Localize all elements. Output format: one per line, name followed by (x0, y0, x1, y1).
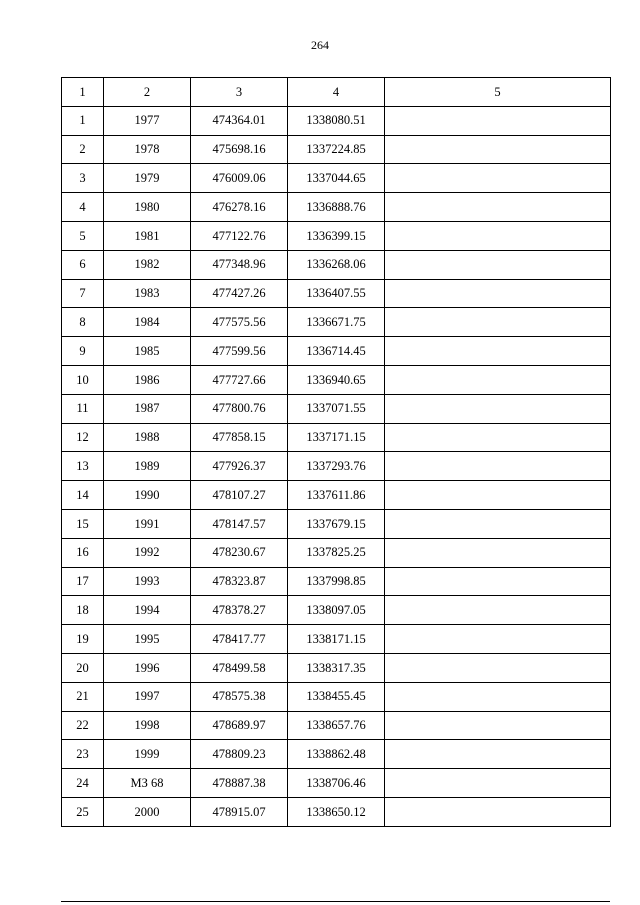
x-coordinate-cell: 478378.27 (191, 596, 288, 625)
column-header-5: 5 (385, 78, 611, 107)
x-coordinate-cell: 477800.76 (191, 394, 288, 423)
y-coordinate-cell: 1338317.35 (288, 653, 385, 682)
row-number-cell: 19 (62, 625, 104, 654)
point-id-cell: 1984 (104, 308, 191, 337)
y-coordinate-cell: 1336888.76 (288, 193, 385, 222)
table-row (62, 337, 611, 366)
notes-cell (385, 106, 611, 135)
x-coordinate-cell: 478887.38 (191, 769, 288, 798)
y-coordinate-cell: 1336268.06 (288, 250, 385, 279)
row-number-cell: 1 (62, 106, 104, 135)
page-number: 264 (311, 38, 329, 52)
x-coordinate-cell: 478809.23 (191, 740, 288, 769)
notes-cell (385, 653, 611, 682)
table-row (62, 423, 611, 452)
row-number-cell: 15 (62, 509, 104, 538)
notes-cell (385, 308, 611, 337)
x-coordinate-cell: 478915.07 (191, 797, 288, 826)
y-coordinate-cell: 1338455.45 (288, 682, 385, 711)
point-id-cell: 1994 (104, 596, 191, 625)
point-id-cell: 1988 (104, 423, 191, 452)
point-id-cell: 1987 (104, 394, 191, 423)
notes-cell (385, 509, 611, 538)
x-coordinate-cell: 477858.15 (191, 423, 288, 452)
notes-cell (385, 625, 611, 654)
point-id-cell: 1981 (104, 221, 191, 250)
y-coordinate-cell: 1337224.85 (288, 135, 385, 164)
y-coordinate-cell: 1338657.76 (288, 711, 385, 740)
coordinates-table (61, 77, 611, 827)
y-coordinate-cell: 1336407.55 (288, 279, 385, 308)
row-number-cell: 16 (62, 538, 104, 567)
x-coordinate-cell: 478323.87 (191, 567, 288, 596)
column-header-3: 3 (191, 78, 288, 107)
row-number-cell: 6 (62, 250, 104, 279)
column-header-4: 4 (288, 78, 385, 107)
y-coordinate-cell: 1336671.75 (288, 308, 385, 337)
row-number-cell: 5 (62, 221, 104, 250)
row-number-cell: 25 (62, 797, 104, 826)
row-number-cell: 20 (62, 653, 104, 682)
header-row (62, 78, 611, 107)
table-row (62, 221, 611, 250)
y-coordinate-cell: 1337171.15 (288, 423, 385, 452)
table-row (62, 135, 611, 164)
notes-cell (385, 365, 611, 394)
x-coordinate-cell: 477926.37 (191, 452, 288, 481)
y-coordinate-cell: 1338097.05 (288, 596, 385, 625)
table-row (62, 279, 611, 308)
table-row (62, 740, 611, 769)
point-id-cell: 1986 (104, 365, 191, 394)
point-id-cell: 2000 (104, 797, 191, 826)
y-coordinate-cell: 1338862.48 (288, 740, 385, 769)
table-row (62, 481, 611, 510)
x-coordinate-cell: 477575.56 (191, 308, 288, 337)
table-row (62, 625, 611, 654)
notes-cell (385, 394, 611, 423)
notes-cell (385, 250, 611, 279)
x-coordinate-cell: 477427.26 (191, 279, 288, 308)
notes-cell (385, 481, 611, 510)
table-row (62, 193, 611, 222)
y-coordinate-cell: 1338706.46 (288, 769, 385, 798)
row-number-cell: 8 (62, 308, 104, 337)
notes-cell (385, 423, 611, 452)
notes-cell (385, 221, 611, 250)
y-coordinate-cell: 1337293.76 (288, 452, 385, 481)
row-number-cell: 21 (62, 682, 104, 711)
point-id-cell: 1999 (104, 740, 191, 769)
y-coordinate-cell: 1337611.86 (288, 481, 385, 510)
column-header-1: 1 (62, 78, 104, 107)
y-coordinate-cell: 1337679.15 (288, 509, 385, 538)
notes-cell (385, 538, 611, 567)
point-id-cell: 1995 (104, 625, 191, 654)
table-row (62, 250, 611, 279)
table-row (62, 452, 611, 481)
y-coordinate-cell: 1336940.65 (288, 365, 385, 394)
x-coordinate-cell: 477348.96 (191, 250, 288, 279)
row-number-cell: 10 (62, 365, 104, 394)
row-number-cell: 4 (62, 193, 104, 222)
table-row (62, 682, 611, 711)
y-coordinate-cell: 1336399.15 (288, 221, 385, 250)
point-id-cell: 1998 (104, 711, 191, 740)
x-coordinate-cell: 478575.38 (191, 682, 288, 711)
x-coordinate-cell: 478147.57 (191, 509, 288, 538)
notes-cell (385, 135, 611, 164)
x-coordinate-cell: 476009.06 (191, 164, 288, 193)
point-id-cell: МЗ 68 (104, 769, 191, 798)
table-row (62, 394, 611, 423)
row-number-cell: 18 (62, 596, 104, 625)
row-number-cell: 22 (62, 711, 104, 740)
x-coordinate-cell: 478689.97 (191, 711, 288, 740)
notes-cell (385, 740, 611, 769)
notes-cell (385, 452, 611, 481)
point-id-cell: 1982 (104, 250, 191, 279)
y-coordinate-cell: 1338080.51 (288, 106, 385, 135)
row-number-cell: 17 (62, 567, 104, 596)
x-coordinate-cell: 477122.76 (191, 221, 288, 250)
row-number-cell: 24 (62, 769, 104, 798)
table-row (62, 538, 611, 567)
y-coordinate-cell: 1338650.12 (288, 797, 385, 826)
y-coordinate-cell: 1337044.65 (288, 164, 385, 193)
x-coordinate-cell: 478499.58 (191, 653, 288, 682)
y-coordinate-cell: 1337825.25 (288, 538, 385, 567)
point-id-cell: 1991 (104, 509, 191, 538)
notes-cell (385, 279, 611, 308)
point-id-cell: 1979 (104, 164, 191, 193)
x-coordinate-cell: 477599.56 (191, 337, 288, 366)
column-header-2: 2 (104, 78, 191, 107)
row-number-cell: 23 (62, 740, 104, 769)
table-row (62, 106, 611, 135)
x-coordinate-cell: 476278.16 (191, 193, 288, 222)
notes-cell (385, 193, 611, 222)
table-row (62, 308, 611, 337)
row-number-cell: 2 (62, 135, 104, 164)
point-id-cell: 1977 (104, 106, 191, 135)
y-coordinate-cell: 1337071.55 (288, 394, 385, 423)
x-coordinate-cell: 475698.16 (191, 135, 288, 164)
y-coordinate-cell: 1338171.15 (288, 625, 385, 654)
table-row (62, 365, 611, 394)
x-coordinate-cell: 478230.67 (191, 538, 288, 567)
notes-cell (385, 596, 611, 625)
y-coordinate-cell: 1337998.85 (288, 567, 385, 596)
row-number-cell: 9 (62, 337, 104, 366)
table-header (62, 78, 611, 107)
point-id-cell: 1990 (104, 481, 191, 510)
notes-cell (385, 337, 611, 366)
point-id-cell: 1992 (104, 538, 191, 567)
y-coordinate-cell: 1336714.45 (288, 337, 385, 366)
point-id-cell: 1993 (104, 567, 191, 596)
row-number-cell: 7 (62, 279, 104, 308)
table-row (62, 509, 611, 538)
point-id-cell: 1978 (104, 135, 191, 164)
table-row (62, 567, 611, 596)
notes-cell (385, 682, 611, 711)
point-id-cell: 1980 (104, 193, 191, 222)
point-id-cell: 1996 (104, 653, 191, 682)
row-number-cell: 13 (62, 452, 104, 481)
row-number-cell: 12 (62, 423, 104, 452)
x-coordinate-cell: 477727.66 (191, 365, 288, 394)
notes-cell (385, 769, 611, 798)
notes-cell (385, 567, 611, 596)
point-id-cell: 1985 (104, 337, 191, 366)
table-row (62, 797, 611, 826)
notes-cell (385, 164, 611, 193)
notes-cell (385, 711, 611, 740)
row-number-cell: 14 (62, 481, 104, 510)
notes-cell (385, 797, 611, 826)
table-row (62, 653, 611, 682)
row-number-cell: 3 (62, 164, 104, 193)
row-number-cell: 11 (62, 394, 104, 423)
table-row (62, 596, 611, 625)
point-id-cell: 1983 (104, 279, 191, 308)
table-row (62, 711, 611, 740)
table-row (62, 164, 611, 193)
point-id-cell: 1997 (104, 682, 191, 711)
point-id-cell: 1989 (104, 452, 191, 481)
footer-divider (61, 901, 610, 902)
table-row (62, 769, 611, 798)
x-coordinate-cell: 474364.01 (191, 106, 288, 135)
x-coordinate-cell: 478107.27 (191, 481, 288, 510)
table-body (62, 106, 611, 826)
x-coordinate-cell: 478417.77 (191, 625, 288, 654)
